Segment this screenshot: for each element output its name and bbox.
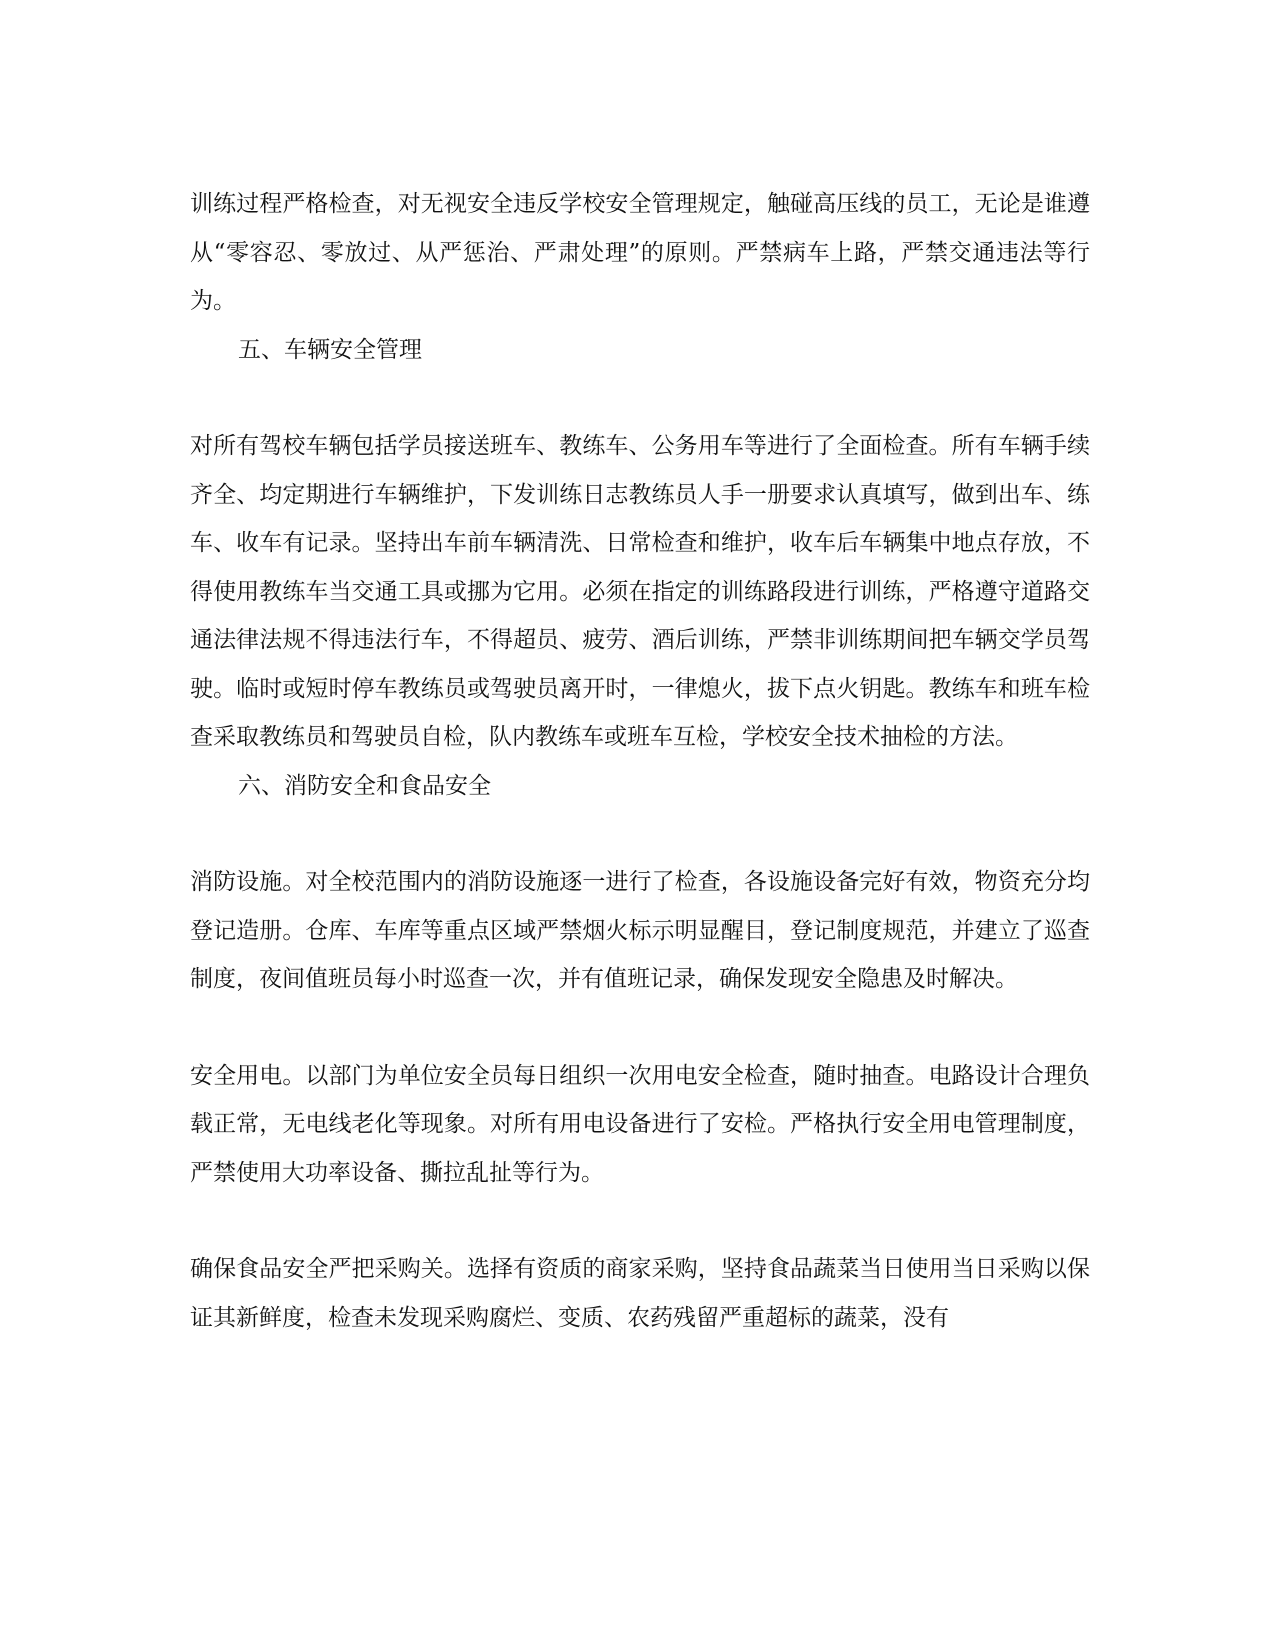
body-paragraph-electrical-safety: 安全用电。以部门为单位安全员每日组织一次用电安全检查，随时抽查。电路设计合理负载正常，无电线老化等现象。对所有用电设备进行了安检。严格执行安全用电管理制度，严禁使用大功率设备、撕拉乱扯等行为。	[190, 1062, 1090, 1186]
body-paragraph-vehicle-inspection: 对所有驾校车辆包括学员接送班车、教练车、公务用车等进行了全面检查。所有车辆手续齐全、均定期进行车辆维护，下发训练日志教练员人手一册要求认真填写，做到出车、练车、收车有记录。坚持出车前车辆清洗、日常检查和维护，收车后车辆集中地点存放，不得使用教练车当交通工具或挪为它用。必须在指定的训练路段进行训练，严格遵守道路交通法律法规不得违法行车，不得超员、疲劳、酒后训练，严禁非训练期间把车辆交学员驾驶。临时或短时停车教练员或驾驶员离开时，一律熄火，拔下点火钥匙。教练车和班车检查采取教练员和驾驶员自检，队内教练车或班车互检，学校安全技术抽检的方法。	[190, 433, 1090, 750]
body-paragraph-food-procurement: 确保食品安全严把采购关。选择有资质的商家采购，坚持食品蔬菜当日使用当日采购以保证其新鲜度，检查未发现采购腐烂、变质、农药残留严重超标的蔬菜，没有	[190, 1256, 1090, 1331]
document-body	[190, 180, 1090, 1342]
section-heading-fire-food-safety: 六、消防安全和食品安全	[238, 772, 491, 799]
section-heading-vehicle-safety: 五、车辆安全管理	[238, 336, 422, 363]
body-paragraph-fire-facilities: 消防设施。对全校范围内的消防设施逐一进行了检查，各设施设备完好有效，物资充分均登记造册。仓库、车库等重点区域严禁烟火标示明显醒目，登记制度规范，并建立了巡查制度，夜间值班员每小时巡查一次，并有值班记录，确保发现安全隐患及时解决。	[190, 869, 1090, 992]
body-paragraph-training-inspection: 训练过程严格检查，对无视安全违反学校安全管理规定，触碰高压线的员工，无论是谁遵从“零容忍、零放过、从严惩治、严肃处理”的原则。严禁病车上路，严禁交通违法等行为。	[190, 191, 1090, 314]
